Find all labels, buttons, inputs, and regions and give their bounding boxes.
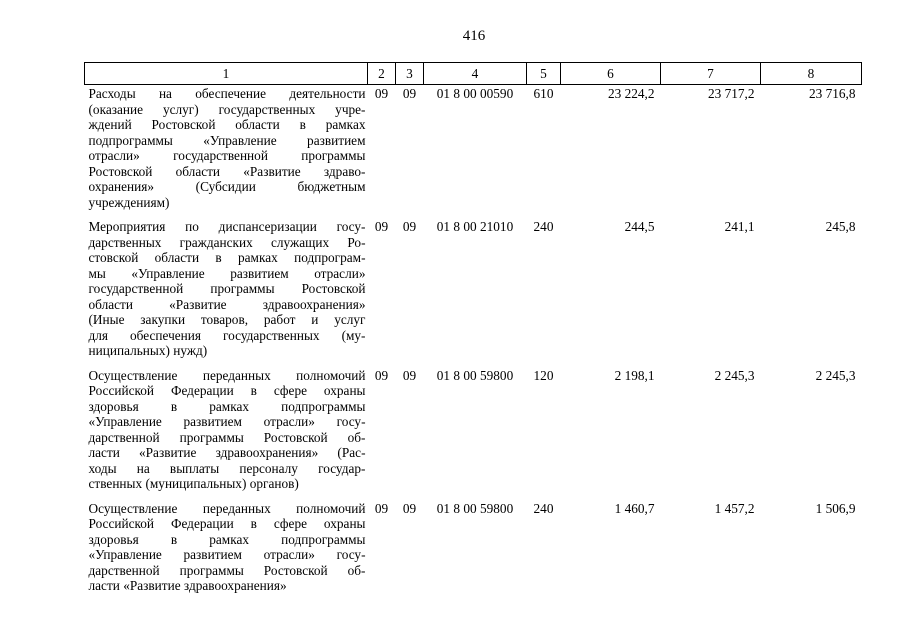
amount-col-7: 241,1 xyxy=(724,219,755,234)
header-row xyxy=(85,63,862,85)
rz-cell: 09 xyxy=(374,500,389,516)
description-line: здоровья в рамках подпрограммы xyxy=(88,531,366,547)
description-line: дарственной программы Ростовской об- xyxy=(88,429,366,445)
vr-cell: 240 xyxy=(533,219,554,234)
vr-cell: 240 xyxy=(533,500,554,516)
description-line: дарственной программы Ростовской об- xyxy=(88,562,366,578)
description-cell xyxy=(85,85,368,219)
description-line: (Иные закупки товаров, работ и услуг xyxy=(88,312,366,327)
description-line: дарственных гражданских служащих Ро- xyxy=(88,234,366,250)
description-line: Осуществление переданных полномочий xyxy=(88,500,366,516)
page-number: 416 xyxy=(462,28,486,44)
description-line: ходы на выплаты персоналу государ- xyxy=(88,460,366,476)
description-line: «Управление развитием отрасли» госу- xyxy=(88,414,366,429)
rz-cell: 09 xyxy=(374,219,389,234)
budget-table xyxy=(84,62,862,602)
csr-cell: 01 8 00 21010 xyxy=(436,219,514,234)
table-row xyxy=(85,85,862,219)
pr-cell: 09 xyxy=(402,367,417,383)
amount-col-8: 2 245,3 xyxy=(815,367,856,383)
rz-cell: 09 xyxy=(374,86,389,101)
header-col-4: 4 xyxy=(424,63,527,85)
table-row xyxy=(85,500,862,602)
table-row xyxy=(85,218,862,367)
description-line: ждений Ростовской области в рамках xyxy=(88,117,366,132)
header-col-7: 7 xyxy=(661,63,761,85)
description-line: Российской Федерации в сфере охраны xyxy=(88,516,366,531)
description-line: учреждениям) xyxy=(88,194,170,210)
amount-col-6: 23 224,2 xyxy=(607,86,655,101)
description-line: ственных (муниципальных) органов) xyxy=(88,476,299,491)
description-line: отрасли» государственной программы xyxy=(88,148,366,163)
csr-cell: 01 8 00 59800 xyxy=(436,367,514,383)
description-line: ласти «Развитие здравоохранения» (Рас- xyxy=(88,445,366,460)
csr-cell: 01 8 00 00590 xyxy=(436,86,514,101)
table-row xyxy=(85,367,862,500)
csr-cell: 01 8 00 59800 xyxy=(436,500,514,516)
header-col-5: 5 xyxy=(527,63,561,85)
description-cell xyxy=(85,367,368,500)
header-col-6: 6 xyxy=(561,63,661,85)
description-line: стовской области в рамках подпрограм- xyxy=(88,250,366,265)
description-line: (оказание услуг) государственных учре- xyxy=(88,101,366,117)
rz-cell: 09 xyxy=(374,367,389,383)
amount-col-6: 2 198,1 xyxy=(614,367,655,383)
pr-cell: 09 xyxy=(402,219,417,234)
header-col-8: 8 xyxy=(761,63,862,85)
description-line: Расходы на обеспечение деятельности xyxy=(88,86,366,101)
description-line: ниципальных) нужд) xyxy=(88,343,208,358)
amount-col-7: 2 245,3 xyxy=(714,367,755,383)
description-cell xyxy=(85,500,368,602)
description-line: Мероприятия по диспансеризации госу- xyxy=(88,219,366,234)
header-col-3: 3 xyxy=(396,63,424,85)
amount-col-7: 23 717,2 xyxy=(707,86,755,101)
description-line: «Управление развитием отрасли» госу- xyxy=(88,547,366,562)
description-line: для обеспечения государственных (му- xyxy=(88,327,366,343)
description-line: мы «Управление развитием отрасли» xyxy=(88,265,366,281)
amount-col-7: 1 457,2 xyxy=(714,500,755,516)
description-line: Ростовской области «Развитие здраво- xyxy=(88,163,366,179)
pr-cell: 09 xyxy=(402,86,417,101)
header-col-1: 1 xyxy=(85,63,368,85)
description-line: подпрограммы «Управление развитием xyxy=(88,132,366,148)
header-col-2: 2 xyxy=(368,63,396,85)
table-header xyxy=(85,63,862,85)
vr-cell: 610 xyxy=(533,86,554,101)
amount-col-8: 23 716,8 xyxy=(808,86,856,101)
description-line: Российской Федерации в сфере охраны xyxy=(88,383,366,398)
description-cell xyxy=(85,218,368,367)
amount-col-6: 1 460,7 xyxy=(614,500,655,516)
vr-cell: 120 xyxy=(533,367,554,383)
amount-col-8: 1 506,9 xyxy=(815,500,856,516)
description-line: Осуществление переданных полномочий xyxy=(88,367,366,383)
amount-col-8: 245,8 xyxy=(825,219,856,234)
description-line: государственной программы Ростовской xyxy=(88,281,366,296)
description-line: здоровья в рамках подпрограммы xyxy=(88,398,366,414)
description-line: области «Развитие здравоохранения» xyxy=(88,296,366,312)
table-body xyxy=(85,85,862,602)
description-line: охранения» (Субсидии бюджетным xyxy=(88,179,366,194)
pr-cell: 09 xyxy=(402,500,417,516)
description-line: ласти «Развитие здравоохранения» xyxy=(88,578,287,593)
amount-col-6: 244,5 xyxy=(624,219,655,234)
